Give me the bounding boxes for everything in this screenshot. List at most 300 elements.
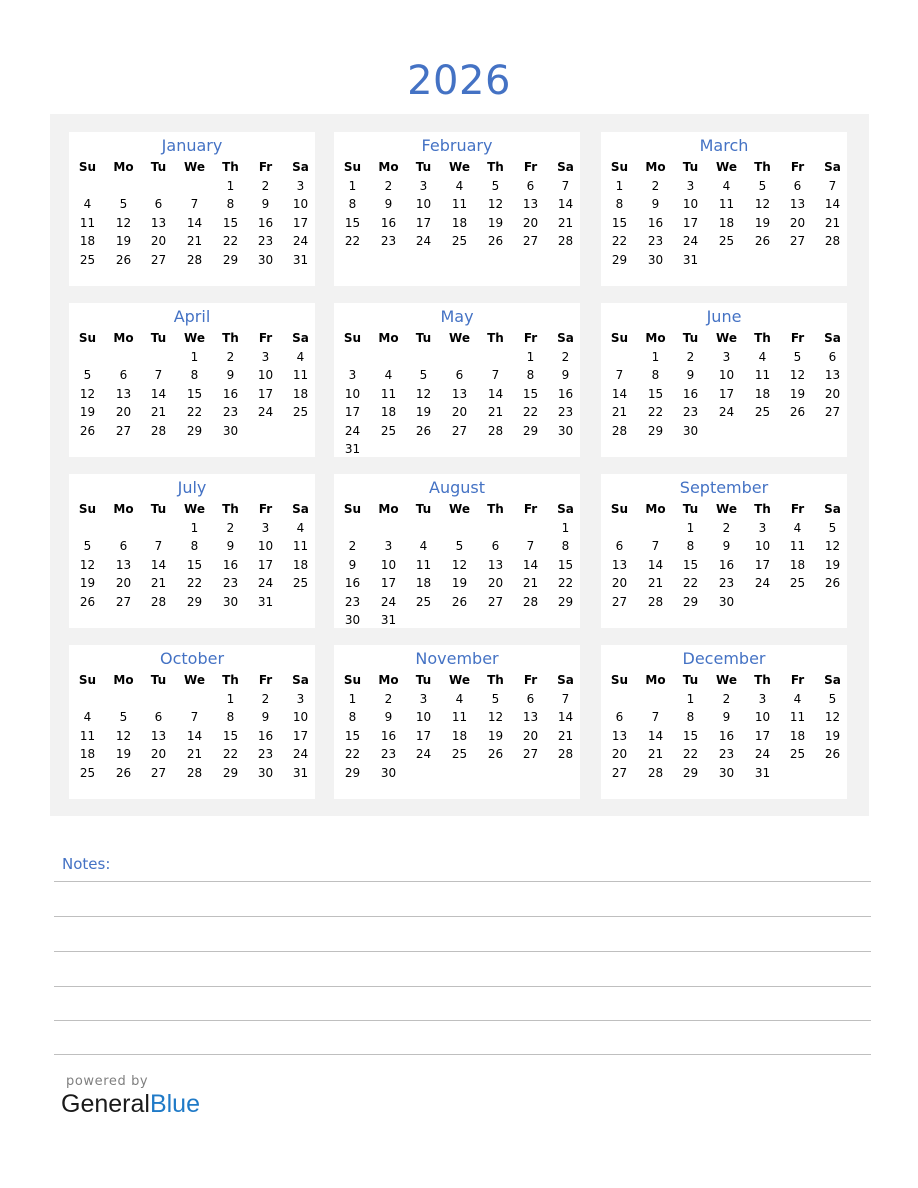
day-cell: 8 (226, 710, 235, 725)
weekday-header: We (449, 673, 470, 687)
day-cell: 27 (115, 594, 132, 609)
day-cell: 19 (79, 405, 96, 420)
day-cell: 16 (718, 728, 735, 743)
day-cell: 28 (186, 252, 203, 267)
day-cell: 5 (119, 710, 128, 725)
month-name: February (421, 136, 493, 155)
day-cell: 13 (522, 197, 539, 212)
day-cell: 11 (451, 710, 468, 725)
day-cell: 30 (557, 423, 574, 438)
day-cell: 30 (257, 252, 274, 267)
day-cell: 23 (222, 405, 239, 420)
day-cell: 4 (296, 350, 305, 364)
day-cell: 19 (115, 234, 132, 249)
day-cell: 2 (722, 692, 731, 706)
day-cell: 17 (344, 405, 361, 420)
month-name: April (173, 307, 211, 326)
day-cell: 15 (222, 728, 239, 743)
weekday-header: Su (343, 331, 362, 345)
weekday-header: We (184, 331, 205, 345)
day-cell: 22 (344, 234, 361, 249)
day-cell: 25 (451, 234, 468, 249)
day-cell: 8 (348, 710, 357, 725)
day-cell: 8 (226, 197, 235, 212)
day-cell: 1 (226, 692, 235, 706)
weekday-header: We (449, 160, 470, 174)
day-cell: 22 (186, 576, 203, 591)
weekday-header: Mo (113, 502, 134, 516)
day-cell: 16 (222, 557, 239, 572)
month-name: June (706, 307, 742, 326)
day-cell: 14 (557, 197, 574, 212)
weekday-header: Mo (113, 160, 134, 174)
day-cell: 13 (451, 386, 468, 401)
day-cell: 21 (647, 747, 664, 762)
day-cell: 6 (455, 368, 464, 383)
weekday-header: Fr (258, 160, 273, 174)
day-cell: 10 (718, 368, 735, 383)
weekday-header: Tu (150, 331, 167, 345)
day-cell: 24 (682, 234, 699, 249)
day-cell: 19 (824, 557, 841, 572)
day-cell: 15 (344, 728, 361, 743)
day-cell: 22 (186, 405, 203, 420)
weekday-header: Fr (523, 502, 538, 516)
day-cell: 22 (682, 747, 699, 762)
month-june (601, 303, 847, 457)
day-cell: 18 (754, 386, 771, 401)
weekday-header: Tu (415, 160, 432, 174)
weekday-header: Fr (523, 673, 538, 687)
day-cell: 7 (154, 368, 163, 383)
day-cell: 6 (615, 539, 624, 554)
day-cell: 3 (348, 368, 357, 383)
month-december (601, 645, 847, 799)
weekday-header: We (449, 502, 470, 516)
day-cell: 1 (615, 179, 624, 193)
day-cell: 13 (487, 557, 504, 572)
day-cell: 21 (487, 405, 504, 420)
day-cell: 10 (754, 710, 771, 725)
day-cell: 13 (522, 710, 539, 725)
weekday-header: Th (754, 502, 771, 516)
day-cell: 10 (292, 197, 309, 212)
day-cell: 14 (487, 386, 504, 401)
day-cell: 29 (682, 594, 699, 609)
brand-general: General (61, 1090, 150, 1118)
month-november (334, 645, 580, 799)
weekday-header: Sa (557, 502, 574, 516)
day-cell: 21 (522, 576, 539, 591)
day-cell: 25 (451, 747, 468, 762)
day-cell: 6 (828, 350, 837, 364)
day-cell: 10 (257, 539, 274, 554)
day-cell: 4 (83, 710, 92, 725)
month-october (69, 645, 315, 799)
day-cell: 27 (522, 747, 539, 762)
weekday-header: Sa (824, 673, 841, 687)
day-cell: 27 (522, 234, 539, 249)
day-cell: 23 (380, 747, 397, 762)
day-cell: 8 (686, 710, 695, 725)
day-cell: 30 (344, 613, 361, 627)
weekday-header: Tu (150, 502, 167, 516)
day-cell: 9 (384, 710, 393, 725)
day-cell: 19 (487, 728, 504, 743)
note-line (54, 1020, 871, 1021)
day-cell: 17 (380, 576, 397, 591)
day-cell: 8 (561, 539, 570, 554)
day-cell: 17 (754, 557, 771, 572)
day-cell: 30 (647, 252, 664, 267)
day-cell: 31 (292, 252, 309, 267)
note-line (54, 986, 871, 987)
day-cell: 2 (261, 179, 270, 193)
day-cell: 31 (344, 442, 361, 456)
day-cell: 16 (380, 728, 397, 743)
weekday-header: Fr (790, 673, 805, 687)
day-cell: 21 (150, 576, 167, 591)
day-cell: 20 (451, 405, 468, 420)
day-cell: 17 (682, 215, 699, 230)
weekday-header: We (716, 502, 737, 516)
day-cell: 4 (722, 179, 731, 193)
day-cell: 24 (754, 576, 771, 591)
day-cell: 15 (344, 215, 361, 230)
weekday-header: Fr (790, 160, 805, 174)
day-cell: 15 (611, 215, 628, 230)
day-cell: 25 (380, 423, 397, 438)
weekday-header: Mo (645, 502, 666, 516)
weekday-header: Fr (258, 331, 273, 345)
day-cell: 26 (789, 405, 806, 420)
day-cell: 8 (190, 368, 199, 383)
day-cell: 6 (119, 539, 128, 554)
day-cell: 16 (344, 576, 361, 591)
month-january (69, 132, 315, 286)
weekday-header: Fr (790, 331, 805, 345)
day-cell: 14 (150, 557, 167, 572)
day-cell: 21 (647, 576, 664, 591)
day-cell: 16 (380, 215, 397, 230)
day-cell: 6 (154, 710, 163, 725)
day-cell: 14 (824, 197, 841, 212)
day-cell: 28 (186, 765, 203, 780)
day-cell: 25 (754, 405, 771, 420)
weekday-header: Su (78, 331, 97, 345)
weekday-header: We (716, 160, 737, 174)
day-cell: 21 (557, 215, 574, 230)
day-cell: 5 (828, 521, 837, 535)
day-cell: 3 (261, 350, 270, 364)
day-cell: 18 (789, 557, 806, 572)
month-name: November (415, 649, 499, 668)
day-cell: 12 (415, 386, 432, 401)
weekday-header: Th (487, 502, 504, 516)
day-cell: 7 (154, 539, 163, 554)
day-cell: 3 (261, 521, 270, 535)
weekday-header: Tu (415, 673, 432, 687)
day-cell: 28 (824, 234, 841, 249)
day-cell: 11 (718, 197, 735, 212)
day-cell: 3 (722, 350, 731, 364)
day-cell: 4 (455, 692, 464, 706)
weekday-header: Th (487, 673, 504, 687)
weekday-header: Th (222, 673, 239, 687)
day-cell: 18 (380, 405, 397, 420)
day-cell: 9 (384, 197, 393, 212)
day-cell: 13 (611, 557, 628, 572)
day-cell: 20 (150, 234, 167, 249)
day-cell: 29 (557, 594, 574, 609)
weekday-header: Th (754, 160, 771, 174)
day-cell: 30 (682, 423, 699, 438)
day-cell: 11 (380, 386, 397, 401)
weekday-header: Sa (292, 160, 309, 174)
day-cell: 13 (150, 215, 167, 230)
day-cell: 5 (83, 539, 92, 554)
day-cell: 9 (686, 368, 695, 383)
day-cell: 22 (222, 747, 239, 762)
day-cell: 27 (611, 765, 628, 780)
day-cell: 3 (419, 179, 428, 193)
day-cell: 27 (150, 252, 167, 267)
day-cell: 14 (611, 386, 628, 401)
day-cell: 17 (415, 215, 432, 230)
day-cell: 11 (292, 539, 309, 554)
day-cell: 27 (611, 594, 628, 609)
day-cell: 2 (561, 350, 570, 364)
month-july (69, 474, 315, 628)
day-cell: 26 (824, 747, 841, 762)
day-cell: 24 (415, 747, 432, 762)
day-cell: 20 (611, 576, 628, 591)
day-cell: 10 (380, 557, 397, 572)
day-cell: 10 (344, 386, 361, 401)
day-cell: 13 (115, 557, 132, 572)
day-cell: 7 (828, 179, 837, 193)
day-cell: 28 (647, 765, 664, 780)
day-cell: 21 (611, 405, 628, 420)
day-cell: 27 (487, 594, 504, 609)
day-cell: 19 (487, 215, 504, 230)
note-line (54, 881, 871, 882)
day-cell: 15 (682, 728, 699, 743)
day-cell: 28 (557, 234, 574, 249)
day-cell: 24 (754, 747, 771, 762)
day-cell: 29 (344, 765, 361, 780)
weekday-header: Tu (150, 673, 167, 687)
day-cell: 23 (344, 594, 361, 609)
day-cell: 15 (557, 557, 574, 572)
day-cell: 11 (79, 215, 96, 230)
weekday-header: Th (222, 331, 239, 345)
day-cell: 28 (150, 594, 167, 609)
day-cell: 28 (647, 594, 664, 609)
day-cell: 3 (419, 692, 428, 706)
weekday-header: Th (754, 331, 771, 345)
day-cell: 17 (718, 386, 735, 401)
day-cell: 21 (824, 215, 841, 230)
weekday-header: Th (222, 160, 239, 174)
day-cell: 9 (261, 197, 270, 212)
weekday-header: Su (343, 160, 362, 174)
day-cell: 3 (758, 692, 767, 706)
day-cell: 29 (682, 765, 699, 780)
day-cell: 24 (257, 576, 274, 591)
day-cell: 5 (119, 197, 128, 212)
weekday-header: Su (343, 673, 362, 687)
day-cell: 30 (718, 594, 735, 609)
day-cell: 19 (415, 405, 432, 420)
day-cell: 24 (292, 234, 309, 249)
day-cell: 23 (557, 405, 574, 420)
day-cell: 30 (222, 423, 239, 438)
day-cell: 8 (686, 539, 695, 554)
weekday-header: Su (610, 160, 629, 174)
day-cell: 1 (190, 521, 199, 535)
day-cell: 24 (344, 423, 361, 438)
day-cell: 5 (83, 368, 92, 383)
weekday-header: Sa (824, 502, 841, 516)
day-cell: 12 (487, 710, 504, 725)
day-cell: 15 (682, 557, 699, 572)
weekday-header: Su (343, 502, 362, 516)
day-cell: 12 (487, 197, 504, 212)
day-cell: 16 (682, 386, 699, 401)
day-cell: 1 (686, 692, 695, 706)
weekday-header: Fr (523, 331, 538, 345)
day-cell: 15 (186, 557, 203, 572)
month-april (69, 303, 315, 457)
month-name: December (682, 649, 766, 668)
day-cell: 27 (115, 423, 132, 438)
weekday-header: Mo (378, 331, 399, 345)
day-cell: 27 (824, 405, 841, 420)
day-cell: 28 (522, 594, 539, 609)
day-cell: 17 (292, 728, 309, 743)
day-cell: 22 (522, 405, 539, 420)
weekday-header: Sa (824, 331, 841, 345)
day-cell: 29 (186, 423, 203, 438)
day-cell: 26 (115, 765, 132, 780)
day-cell: 17 (257, 386, 274, 401)
day-cell: 18 (292, 386, 309, 401)
day-cell: 27 (789, 234, 806, 249)
day-cell: 29 (647, 423, 664, 438)
weekday-header: Su (610, 673, 629, 687)
day-cell: 11 (292, 368, 309, 383)
day-cell: 25 (292, 405, 309, 420)
month-march (601, 132, 847, 286)
day-cell: 24 (718, 405, 735, 420)
day-cell: 7 (491, 368, 500, 383)
day-cell: 29 (611, 252, 628, 267)
day-cell: 31 (257, 594, 274, 609)
day-cell: 16 (647, 215, 664, 230)
day-cell: 14 (186, 728, 203, 743)
note-line (54, 916, 871, 917)
weekday-header: Tu (682, 673, 699, 687)
day-cell: 21 (186, 234, 203, 249)
weekday-header: Mo (113, 331, 134, 345)
day-cell: 4 (83, 197, 92, 212)
day-cell: 19 (789, 386, 806, 401)
day-cell: 22 (647, 405, 664, 420)
day-cell: 2 (226, 350, 235, 364)
day-cell: 31 (754, 765, 771, 780)
day-cell: 24 (257, 405, 274, 420)
weekday-header: We (184, 673, 205, 687)
day-cell: 20 (487, 576, 504, 591)
day-cell: 1 (686, 521, 695, 535)
day-cell: 2 (651, 179, 660, 193)
month-august (334, 474, 580, 628)
day-cell: 22 (344, 747, 361, 762)
day-cell: 24 (292, 747, 309, 762)
day-cell: 13 (824, 368, 841, 383)
weekday-header: Tu (682, 502, 699, 516)
day-cell: 6 (119, 368, 128, 383)
day-cell: 4 (296, 521, 305, 535)
day-cell: 25 (789, 747, 806, 762)
day-cell: 22 (611, 234, 628, 249)
weekday-header: Sa (557, 160, 574, 174)
weekday-header: Tu (682, 160, 699, 174)
day-cell: 26 (451, 594, 468, 609)
day-cell: 23 (718, 576, 735, 591)
day-cell: 16 (257, 215, 274, 230)
day-cell: 9 (651, 197, 660, 212)
day-cell: 2 (686, 350, 695, 364)
day-cell: 28 (557, 747, 574, 762)
month-name: January (161, 136, 223, 155)
day-cell: 23 (682, 405, 699, 420)
day-cell: 12 (115, 728, 132, 743)
day-cell: 7 (651, 539, 660, 554)
day-cell: 5 (491, 692, 500, 706)
weekday-header: We (716, 673, 737, 687)
day-cell: 16 (557, 386, 574, 401)
day-cell: 20 (611, 747, 628, 762)
day-cell: 1 (561, 521, 570, 535)
day-cell: 8 (651, 368, 660, 383)
day-cell: 6 (615, 710, 624, 725)
day-cell: 26 (487, 747, 504, 762)
month-name: October (159, 649, 225, 668)
day-cell: 26 (487, 234, 504, 249)
day-cell: 9 (348, 557, 357, 572)
day-cell: 2 (722, 521, 731, 535)
month-name: May (440, 307, 474, 326)
day-cell: 1 (348, 692, 357, 706)
weekday-header: Sa (824, 160, 841, 174)
weekday-header: Tu (682, 331, 699, 345)
weekday-header: Su (610, 331, 629, 345)
weekday-header: Su (78, 502, 97, 516)
day-cell: 13 (115, 386, 132, 401)
weekday-header: Fr (258, 502, 273, 516)
day-cell: 7 (190, 197, 199, 212)
day-cell: 18 (451, 215, 468, 230)
day-cell: 18 (79, 234, 96, 249)
day-cell: 20 (150, 747, 167, 762)
day-cell: 21 (557, 728, 574, 743)
day-cell: 9 (261, 710, 270, 725)
weekday-header: Mo (645, 673, 666, 687)
day-cell: 30 (718, 765, 735, 780)
weekday-header: Su (610, 502, 629, 516)
